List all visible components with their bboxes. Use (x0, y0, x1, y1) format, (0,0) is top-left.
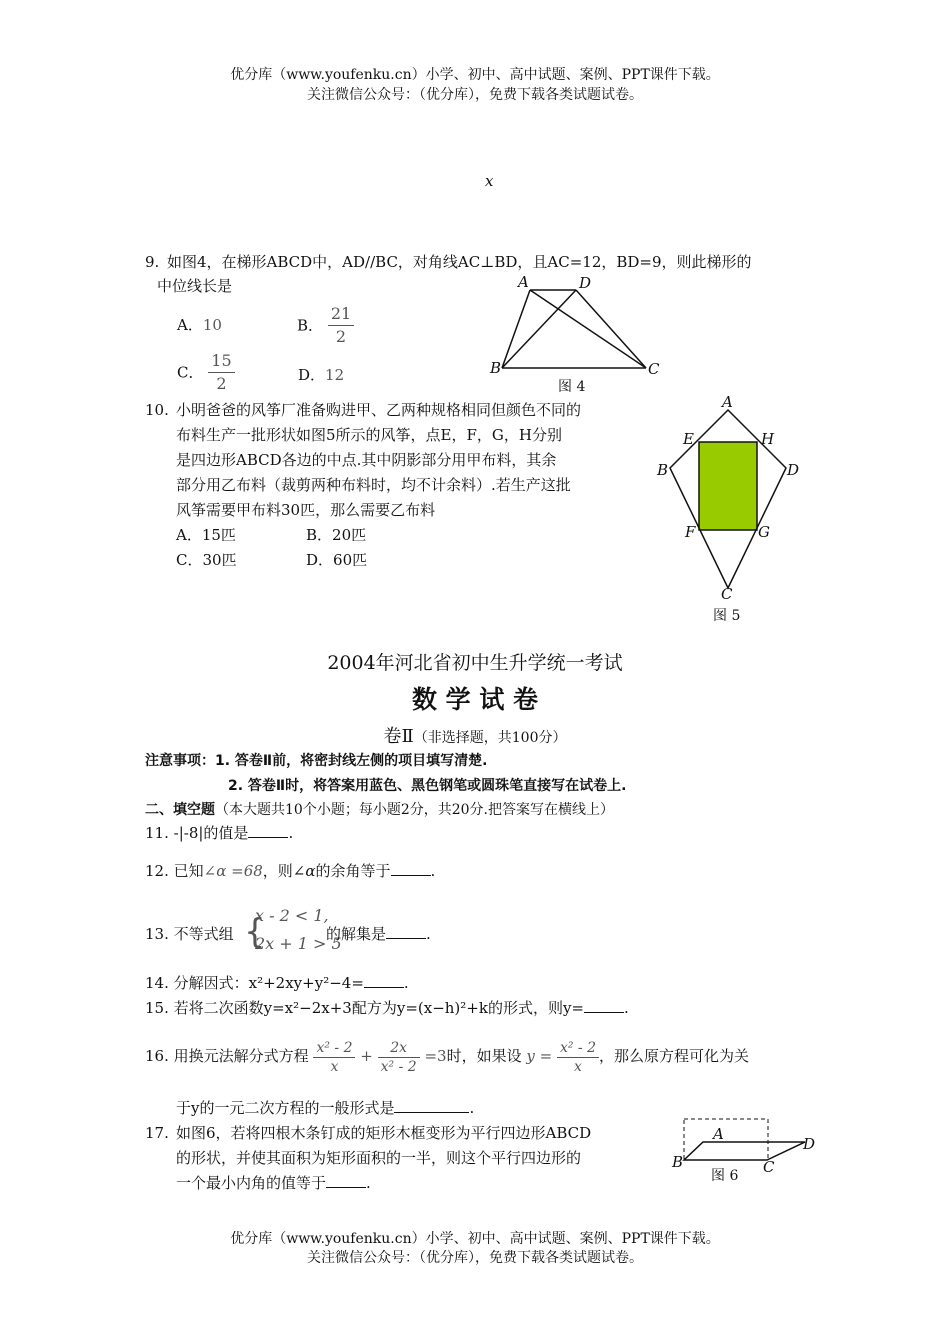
q13-inequality-2: 2x + 1 > 5 (255, 934, 342, 953)
q17-answer-blank (326, 1173, 366, 1188)
figure-5-kite (650, 388, 810, 628)
q10-option-c: C．30匹 (176, 551, 237, 569)
footer-line-2: 关注微信公众号：（优分库），免费下载各类试题试卷。 (307, 1250, 643, 1266)
fig6-label-a: A (713, 1125, 724, 1143)
fig5-label-a: A (722, 393, 733, 411)
q10-line-1: 小明爸爸的风筝厂准备购进甲、乙两种规格相同但颜色不同的 (176, 401, 582, 419)
notice-1: 注意事项：1. 答卷Ⅱ前，将密封线左侧的项目填写清楚. (145, 753, 488, 769)
q16-line-1: 16. 用换元法解分式方程 $\frac{\text{x² - 2}}{x}$ + $\frac{2x}{\text{x² - 2}}$ =3时，如果设 y = $\frac{\text{x² - 2}}{x}$ ，那么原方程可化为关 (145, 1039, 750, 1075)
section-heading: 二、填空题（本大题共10个小题；每小题2分，共20分.把答案写在横线上） (145, 802, 614, 818)
q15-answer-blank (584, 998, 624, 1013)
q17-line-2: 的形状，并使其面积为矩形面积的一半，则这个平行四边形的 (176, 1149, 582, 1167)
q17-number: 17. (145, 1124, 169, 1142)
notice-2: 2. 答卷Ⅱ时，将答案用蓝色、黑色钢笔或圆珠笔直接写在试卷上. (228, 778, 627, 794)
figure-6-parallelogram (665, 1112, 825, 1192)
fig6-label-d: D (803, 1135, 816, 1153)
q10-line-4: 部分用乙布料（裁剪两种布料时，均不计余料）.若生产这批 (176, 476, 571, 494)
q9-number: 9. (145, 253, 160, 271)
fig5-label-f: F (685, 523, 696, 541)
q10-line-2: 布料生产一批形状如图5所示的风筝，点E，F，G，H分别 (176, 426, 562, 444)
header-line-1: 优分库（www.youfenku.cn）小学、初中、高中试题、案例、PPT课件下载。 (230, 67, 720, 83)
fig5-label-c: C (721, 585, 733, 603)
q16-line-2: 于y的一元二次方程的一般形式是 . (176, 1099, 475, 1117)
q11: 11. -|-8|的值是 . (145, 824, 294, 842)
q16-answer-blank (394, 1098, 469, 1113)
q13-brace: { (244, 912, 266, 952)
q9-text-line1: 如图4，在梯形ABCD中，AD//BC，对角线AC⊥BD，且AC=12，BD=9，则此梯形的 (167, 253, 752, 271)
q13-inequality-1: x - 2 < 1, (255, 906, 329, 925)
fig4-label-a: A (518, 273, 529, 291)
fig6-label-c: C (763, 1158, 775, 1176)
fig5-label-d: D (787, 461, 800, 479)
q13-answer-blank (386, 924, 426, 939)
q10-number: 10. (145, 401, 169, 419)
q9-option-d: D．12 (298, 366, 345, 384)
q13-number-and-prefix: 13. 不等式组 (145, 925, 234, 943)
fig5-label-e: E (683, 430, 694, 448)
fig4-label-b: B (490, 359, 502, 377)
figure-4-trapezoid (480, 270, 670, 400)
fig5-caption: 图 5 (713, 608, 741, 624)
fig5-label-b: B (657, 461, 669, 479)
fig6-label-b: B (672, 1153, 684, 1171)
q10-line-3: 是四边形ABCD各边的中点.其中阴影部分用甲布料，其余 (176, 451, 557, 469)
q12: 12. 已知∠α =68，则∠α的余角等于 . (145, 862, 436, 880)
exam-subject: 数 学 试 卷 (411, 685, 539, 714)
q10-line-5: 风筝需要甲布料30匹，那么需要乙布料 (176, 501, 436, 519)
fig4-label-c: C (648, 360, 660, 378)
q10-option-b: B．20匹 (306, 526, 367, 544)
q15: 15. 若将二次函数y=x²−2x+3配方为y=(x−h)²+k的形式，则y= . (145, 999, 629, 1017)
fig6-caption: 图 6 (711, 1168, 739, 1184)
fig5-label-g: G (758, 523, 770, 541)
stray-x: x (485, 172, 494, 190)
exam-volume: 卷Ⅱ（非选择题，共100分） (383, 726, 567, 747)
q14-answer-blank (364, 973, 404, 988)
q9-option-a: A．10 (177, 316, 222, 334)
footer-line-1: 优分库（www.youfenku.cn）小学、初中、高中试题、案例、PPT课件下载。 (230, 1231, 720, 1247)
fig5-label-h: H (761, 430, 775, 448)
exam-title: 2004年河北省初中生升学统一考试 (327, 652, 623, 674)
header-line-2: 关注微信公众号：（优分库），免费下载各类试题试卷。 (307, 87, 643, 103)
q10-option-d: D．60匹 (306, 551, 368, 569)
q17-line-3: 一个最小内角的值等于 . (176, 1174, 371, 1192)
fig4-caption: 图 4 (558, 379, 586, 395)
q9-option-b: B． $\frac{21}{2}$ (297, 303, 354, 348)
fig4-label-d: D (579, 274, 592, 292)
q13-suffix: 的解集是 . (326, 925, 431, 943)
q9-option-c: C． $\frac{15}{2}$ (177, 350, 235, 395)
q14: 14. 分解因式：x²+2xy+y²−4= . (145, 974, 409, 992)
q11-answer-blank (248, 823, 288, 838)
q10-option-a: A．15匹 (176, 526, 236, 544)
q17-line-1: 如图6，若将四根木条钉成的矩形木框变形为平行四边形ABCD (176, 1124, 592, 1142)
fig5-shaded-rectangle (699, 442, 757, 530)
q9-text-line2: 中位线长是 (157, 277, 233, 295)
q12-answer-blank (391, 861, 431, 876)
